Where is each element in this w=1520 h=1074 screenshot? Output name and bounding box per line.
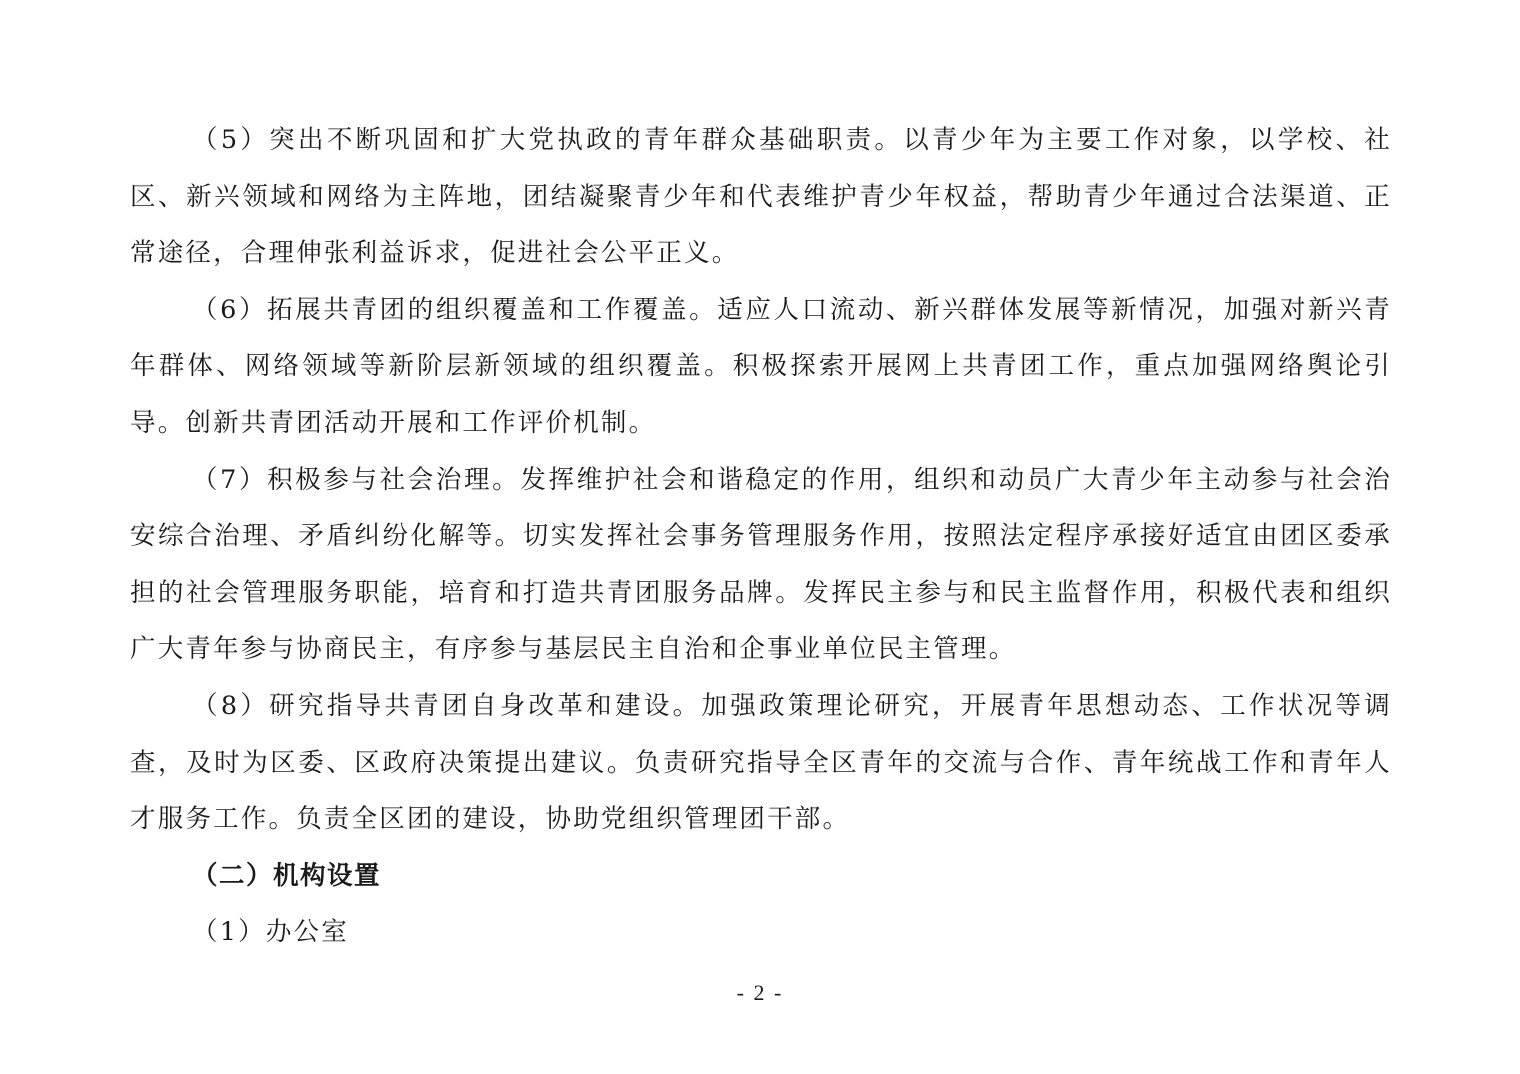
paragraph-8: （8）研究指导共青团自身改革和建设。加强政策理论研究，开展青年思想动态、工作状况等调查，及时为区委、区政府决策提出建议。负责研究指导全区青年的交流与合作、青年统战工作和青年人才服务工作。负责全区团的建设，协助党组织管理团干部。 — [130, 690, 1392, 835]
list-item-office: （1）办公室 — [192, 917, 349, 948]
page-number: - 2 - — [736, 980, 784, 1005]
document-body — [130, 112, 1392, 961]
section-heading: （二）机构设置 — [192, 860, 382, 891]
paragraph-5: （5）突出不断巩固和扩大党执政的青年群众基础职责。以青少年为主要工作对象，以学校、社区、新兴领域和网络为主阵地，团结凝聚青少年和代表维护青少年权益，帮助青少年通过合法渠道、正常途径，合理伸张利益诉求，促进社会公平正义。 — [130, 125, 1392, 269]
paragraph-6: （6）拓展共青团的组织覆盖和工作覆盖。适应人口流动、新兴群体发展等新情况，加强对新兴青年群体、网络领域等新阶层新领域的组织覆盖。积极探索开展网上共青团工作，重点加强网络舆论引导。创新共青团活动开展和工作评价机制。 — [130, 294, 1392, 438]
paragraph-7: （7）积极参与社会治理。发挥维护社会和谐稳定的作用，组织和动员广大青少年主动参与社会治安综合治理、矛盾纠纷化解等。切实发挥社会事务管理服务作用，按照法定程序承接好适宜由团区委承担的社会管理服务职能，培育和打造共青团服务品牌。发挥民主参与和民主监督作用，积极代表和组织广大青年参与协商民主，有序参与基层民主自治和企事业单位民主管理。 — [130, 464, 1392, 665]
